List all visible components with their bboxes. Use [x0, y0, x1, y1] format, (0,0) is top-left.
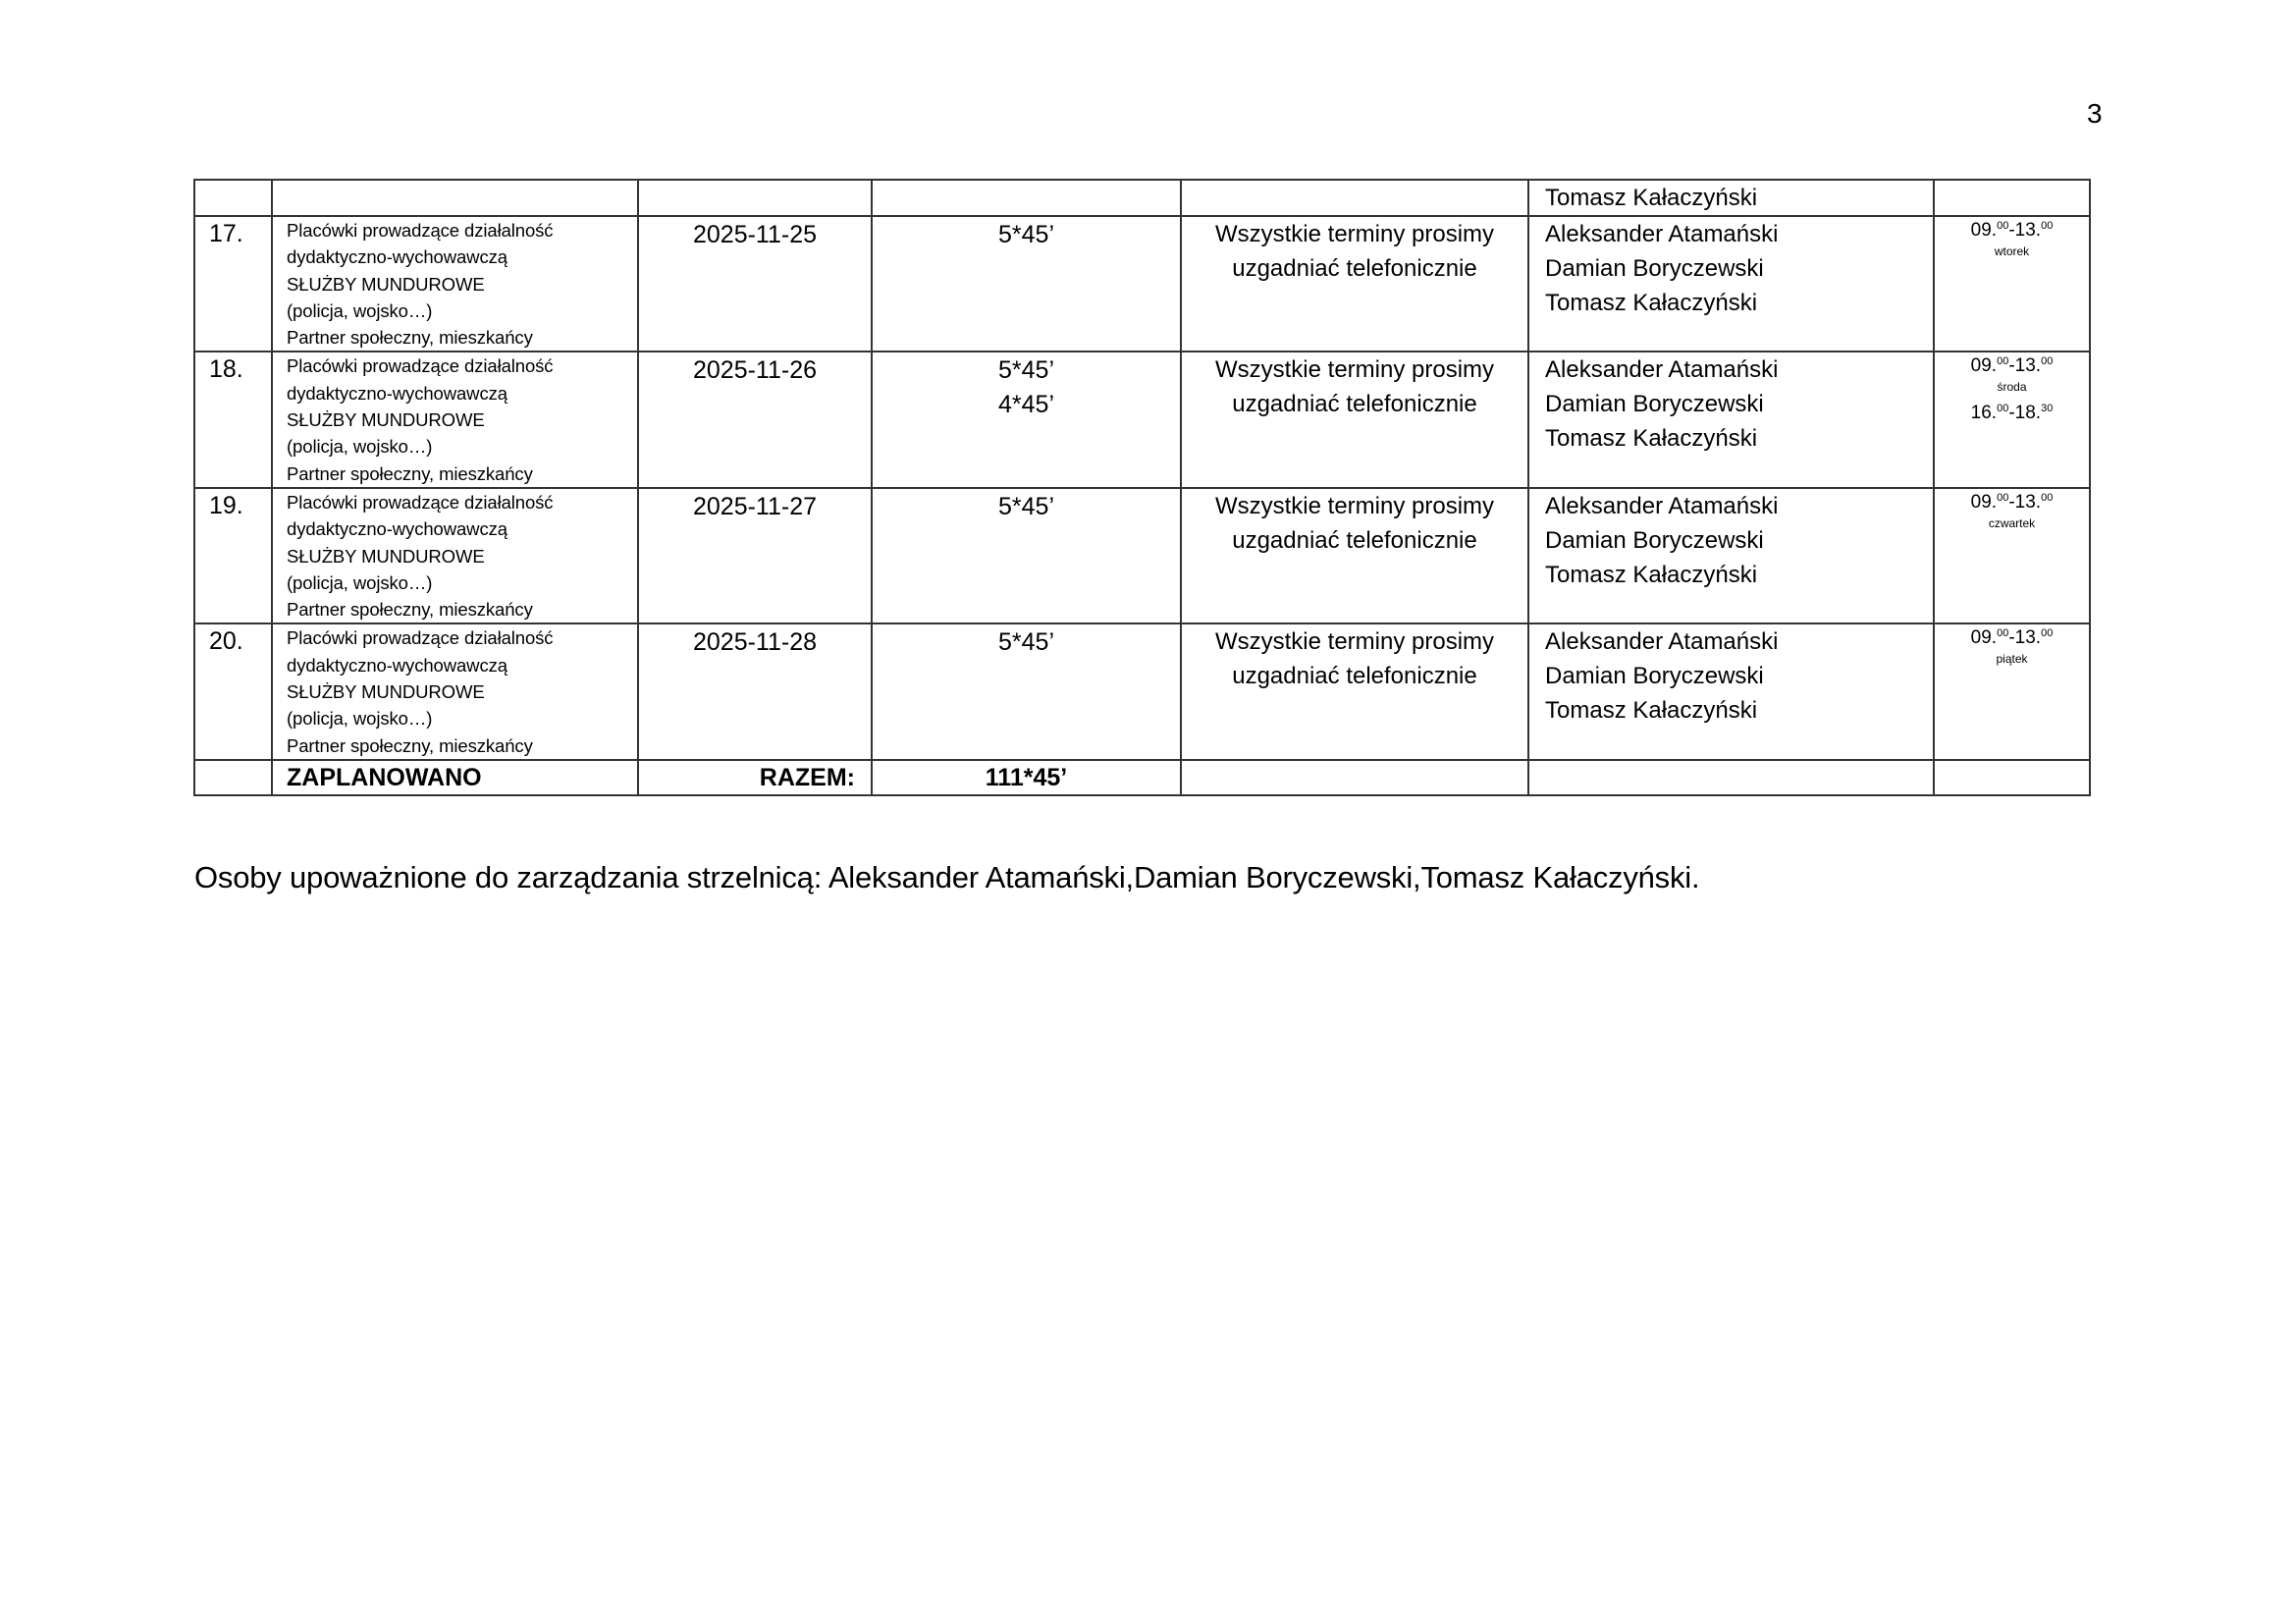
- time-start-minutes: 00: [1997, 627, 2009, 640]
- cell-time: [1934, 216, 2090, 352]
- time-range: [1935, 220, 2089, 242]
- description-line: Placówki prowadzące działalność: [287, 627, 554, 649]
- description-line: (policja, wojsko…): [287, 436, 433, 458]
- cell-time: [1934, 623, 2090, 759]
- cell-time: [1934, 488, 2090, 623]
- table-row-total: [194, 760, 2090, 795]
- cell-date: [638, 352, 872, 487]
- time-start-minutes: 00: [1997, 220, 2009, 232]
- cell-date: [638, 623, 872, 759]
- description-line: Placówki prowadzące działalność: [287, 220, 554, 241]
- total-hours-value: 111*45’: [985, 763, 1068, 791]
- time-start: 16.: [1970, 403, 1998, 424]
- table-row: [194, 216, 2090, 352]
- person-name: Aleksander Atamański: [1545, 221, 1779, 247]
- date-value: 2025-11-26: [692, 356, 818, 385]
- cell-people: [1528, 216, 1934, 352]
- hours-value: 4*45’: [998, 391, 1054, 419]
- person-name: Aleksander Atamański: [1545, 356, 1779, 384]
- cell-hours: [872, 352, 1181, 487]
- cell-hours: [872, 180, 1181, 216]
- cell-date: [638, 180, 872, 216]
- time-start-minutes: 00: [1997, 491, 2009, 504]
- note-line: uzgadniać telefonicznie: [1232, 255, 1477, 282]
- person-name: Tomasz Kałaczyński: [1545, 561, 1758, 588]
- time-range: [1935, 492, 2089, 514]
- time-start-minutes: 00: [1997, 355, 2009, 368]
- description-line: SŁUŻBY MUNDUROWE: [287, 273, 485, 295]
- cell-total-value: [872, 760, 1181, 795]
- cell-hours: [872, 488, 1181, 623]
- cell-people: [1528, 623, 1934, 759]
- cell-hours: [872, 216, 1181, 352]
- hours-value: 5*45’: [998, 356, 1054, 385]
- cell-note: [1181, 216, 1528, 352]
- cell-people: [1528, 180, 1934, 216]
- time-start-minutes: 00: [1997, 403, 2009, 415]
- cell-desc: [272, 216, 638, 352]
- hours-value: 5*45’: [998, 628, 1054, 657]
- row-number: 20.: [209, 627, 243, 656]
- note-line: Wszystkie terminy prosimy: [1214, 492, 1495, 519]
- description-line: Partner społeczny, mieszkańcy: [287, 462, 533, 484]
- time-range: [1935, 627, 2089, 649]
- description-line: Partner społeczny, mieszkańcy: [287, 327, 533, 349]
- table-row: [194, 488, 2090, 623]
- time-end-minutes: 30: [2041, 403, 2054, 415]
- authorized-persons-note: Osoby upoważnione do zarządzania strzelnicą: Aleksander Atamański,Damian Boryczewski,Tomasz Kałaczyński.: [194, 860, 1700, 894]
- description-line: SŁUŻBY MUNDUROWE: [287, 681, 485, 703]
- table-row: [194, 623, 2090, 759]
- row-number: 17.: [209, 220, 243, 247]
- weekday-label: czwartek: [1988, 515, 2036, 530]
- person-name: Tomasz Kałaczyński: [1545, 185, 1758, 211]
- cell-note: [1181, 488, 1528, 623]
- date-value: 2025-11-25: [692, 221, 818, 248]
- cell-num: [194, 216, 272, 352]
- person-name: Tomasz Kałaczyński: [1545, 290, 1758, 316]
- note-line: uzgadniać telefonicznie: [1232, 663, 1477, 690]
- description-line: dydaktyczno-wychowawczą: [287, 518, 507, 540]
- time-end: -13.: [2008, 491, 2042, 513]
- time-start: 09.: [1970, 355, 1998, 377]
- note-line: uzgadniać telefonicznie: [1232, 526, 1477, 554]
- time-end: -13.: [2008, 355, 2042, 377]
- cell-desc: [272, 488, 638, 623]
- total-label: ZAPLANOWANO: [287, 763, 482, 791]
- cell-note: [1181, 352, 1528, 487]
- cell-people: [1528, 352, 1934, 487]
- time-block: [1935, 489, 2089, 533]
- weekday-label: piątek: [1996, 652, 2028, 667]
- cell-time: [1934, 760, 2090, 795]
- time-end-minutes: 00: [2041, 627, 2054, 640]
- cell-date: [638, 216, 872, 352]
- time-start: 09.: [1970, 491, 1998, 513]
- description-line: (policja, wojsko…): [287, 571, 433, 593]
- time-end: -13.: [2008, 220, 2042, 241]
- time-range: [1935, 403, 2089, 424]
- cell-time: [1934, 352, 2090, 487]
- cell-people: [1528, 760, 1934, 795]
- description-line: SŁUŻBY MUNDUROWE: [287, 545, 485, 567]
- description-line: Placówki prowadzące działalność: [287, 491, 554, 513]
- cell-desc: [272, 352, 638, 487]
- hours-value: 5*45’: [998, 492, 1054, 520]
- note-line: uzgadniać telefonicznie: [1232, 391, 1477, 418]
- person-name: Damian Boryczewski: [1545, 255, 1764, 282]
- page-number: 3: [2087, 98, 2103, 129]
- row-number: 18.: [209, 355, 243, 384]
- schedule-table: [193, 179, 2091, 796]
- cell-desc: [272, 180, 638, 216]
- person-name: Tomasz Kałaczyński: [1545, 425, 1758, 453]
- description-line: Partner społeczny, mieszkańcy: [287, 734, 533, 756]
- time-end: -18.: [2008, 403, 2042, 424]
- time-block: [1935, 217, 2089, 261]
- description-line: Partner społeczny, mieszkańcy: [287, 599, 533, 621]
- table-row-continuation: [194, 180, 2090, 216]
- time-start: 09.: [1970, 627, 1998, 649]
- description-line: (policja, wojsko…): [287, 708, 433, 730]
- time-block: [1935, 352, 2089, 424]
- time-block: [1935, 624, 2089, 669]
- description-line: Placówki prowadzące działalność: [287, 355, 554, 377]
- cell-num: [194, 760, 272, 795]
- time-end-minutes: 00: [2041, 355, 2054, 368]
- person-name: Tomasz Kałaczyński: [1545, 697, 1758, 725]
- row-number: 19.: [209, 491, 243, 519]
- cell-num: [194, 623, 272, 759]
- cell-total-label: [272, 760, 638, 795]
- date-value: 2025-11-28: [692, 628, 818, 657]
- razem-label: RAZEM:: [759, 763, 855, 791]
- cell-note: [1181, 623, 1528, 759]
- weekday-label: wtorek: [1994, 244, 2030, 258]
- description-line: dydaktyczno-wychowawczą: [287, 382, 507, 404]
- note-line: Wszystkie terminy prosimy: [1214, 221, 1495, 247]
- person-name: Damian Boryczewski: [1545, 526, 1764, 554]
- cell-desc: [272, 623, 638, 759]
- person-name: Damian Boryczewski: [1545, 663, 1764, 690]
- cell-hours: [872, 623, 1181, 759]
- time-range: [1935, 355, 2089, 377]
- time-end-minutes: 00: [2041, 220, 2054, 232]
- person-name: Aleksander Atamański: [1545, 492, 1779, 519]
- cell-num: [194, 180, 272, 216]
- cell-people: [1528, 488, 1934, 623]
- cell-note: [1181, 760, 1528, 795]
- note-line: Wszystkie terminy prosimy: [1214, 628, 1495, 656]
- description-line: dydaktyczno-wychowawczą: [287, 246, 507, 268]
- hours-value: 5*45’: [998, 221, 1054, 248]
- time-end: -13.: [2008, 627, 2042, 649]
- cell-razem: [638, 760, 872, 795]
- table-row: [194, 352, 2090, 487]
- date-value: 2025-11-27: [692, 492, 818, 520]
- description-line: SŁUŻBY MUNDUROWE: [287, 409, 485, 431]
- cell-date: [638, 488, 872, 623]
- cell-num: [194, 488, 272, 623]
- cell-num: [194, 352, 272, 487]
- time-end-minutes: 00: [2041, 491, 2054, 504]
- description-line: dydaktyczno-wychowawczą: [287, 654, 507, 676]
- weekday-label: środa: [1997, 380, 2027, 395]
- person-name: Damian Boryczewski: [1545, 391, 1764, 418]
- description-line: (policja, wojsko…): [287, 299, 433, 321]
- cell-time: [1934, 180, 2090, 216]
- note-line: Wszystkie terminy prosimy: [1214, 356, 1495, 384]
- person-name: Aleksander Atamański: [1545, 628, 1779, 656]
- cell-note: [1181, 180, 1528, 216]
- time-start: 09.: [1970, 220, 1998, 241]
